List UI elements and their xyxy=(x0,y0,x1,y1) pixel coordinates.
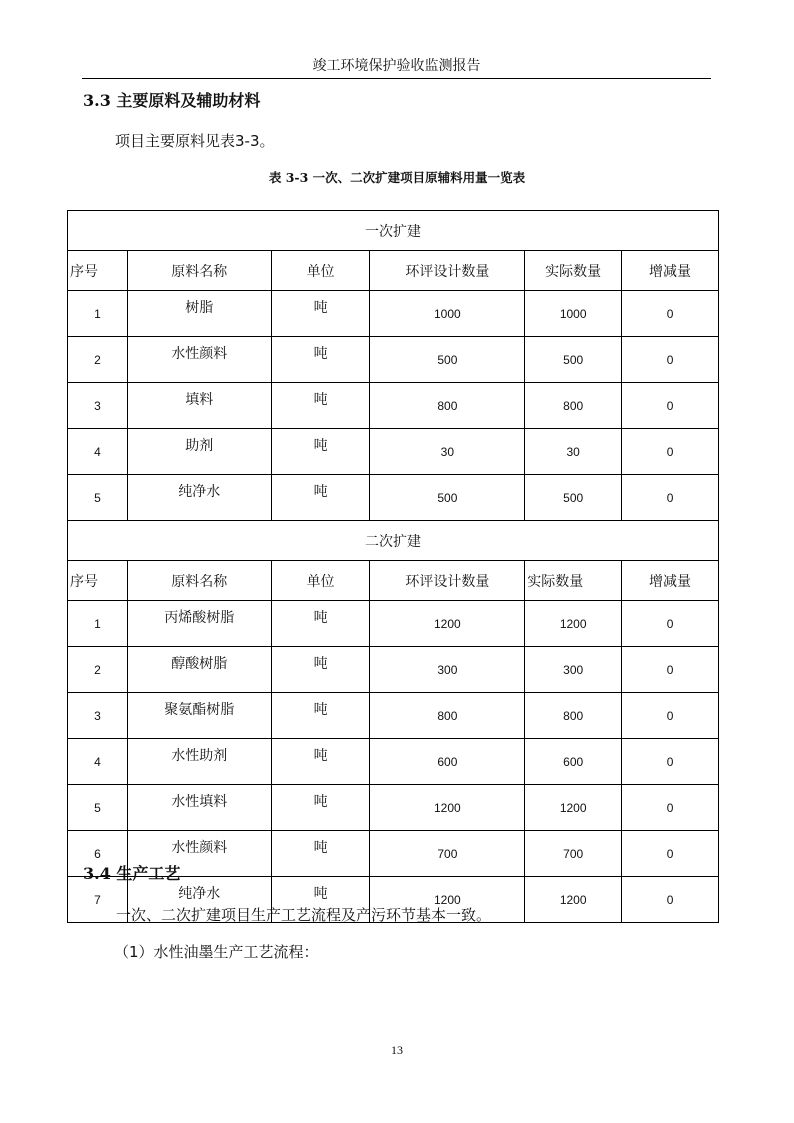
table-cell: 水性颜料 xyxy=(127,337,271,383)
table-cell: 吨 xyxy=(271,475,370,521)
table-row xyxy=(68,337,719,383)
table-cell: 吨 xyxy=(271,291,370,337)
page-number: 13 xyxy=(391,1043,403,1057)
table-cell: 0 xyxy=(622,877,719,923)
intro-paragraph: 项目主要原料见表3-3。 xyxy=(115,132,275,150)
table-cell: 0 xyxy=(622,831,719,877)
column-header: 单位 xyxy=(271,251,370,291)
table-cell: 5 xyxy=(68,785,128,831)
table-cell: 30 xyxy=(525,429,622,475)
table-cell: 500 xyxy=(525,337,622,383)
table-cell: 水性填料 xyxy=(127,785,271,831)
section-heading-3-3: 3.3 主要原料及辅助材料 xyxy=(83,91,261,110)
column-header: 原料名称 xyxy=(127,561,271,601)
table-cell: 纯净水 xyxy=(127,475,271,521)
table-cell: 2 xyxy=(68,337,128,383)
table-cell: 吨 xyxy=(271,739,370,785)
table-cell: 吨 xyxy=(271,831,370,877)
table-cell: 800 xyxy=(370,693,525,739)
table-cell: 6 xyxy=(68,831,128,877)
table-cell: 3 xyxy=(68,383,128,429)
table-cell: 吨 xyxy=(271,429,370,475)
table-cell: 500 xyxy=(370,475,525,521)
table-cell: 0 xyxy=(622,429,719,475)
table-cell: 800 xyxy=(525,383,622,429)
table-cell: 1200 xyxy=(370,601,525,647)
table-cell: 吨 xyxy=(271,693,370,739)
table-cell: 1 xyxy=(68,601,128,647)
table-cell: 500 xyxy=(525,475,622,521)
table-cell: 水性助剂 xyxy=(127,739,271,785)
table-cell: 助剂 xyxy=(127,429,271,475)
table-cell: 7 xyxy=(68,877,128,923)
table-header-row xyxy=(68,561,719,601)
section-heading-3-4: 3.4 生产工艺 xyxy=(83,864,181,883)
materials-table xyxy=(67,210,719,923)
table-cell: 吨 xyxy=(271,877,370,923)
process-subheading: （1）水性油墨生产工艺流程： xyxy=(114,943,319,961)
table-cell: 0 xyxy=(622,337,719,383)
table-cell: 30 xyxy=(370,429,525,475)
table-cell: 吨 xyxy=(271,785,370,831)
table-cell: 700 xyxy=(525,831,622,877)
table-cell: 吨 xyxy=(271,647,370,693)
table-cell: 0 xyxy=(622,693,719,739)
table-cell: 填料 xyxy=(127,383,271,429)
table-cell: 纯净水 xyxy=(127,877,271,923)
column-header: 原料名称 xyxy=(127,251,271,291)
table-cell: 0 xyxy=(622,739,719,785)
table-group-title-row xyxy=(68,521,719,561)
table-cell: 0 xyxy=(622,647,719,693)
table-row xyxy=(68,475,719,521)
table-row xyxy=(68,601,719,647)
table-cell: 1000 xyxy=(525,291,622,337)
page-header: 竣工环境保护验收监测报告 xyxy=(82,56,711,79)
table-cell: 0 xyxy=(622,601,719,647)
group-title: 一次扩建 xyxy=(68,211,719,251)
table-cell: 5 xyxy=(68,475,128,521)
group-title: 二次扩建 xyxy=(68,521,719,561)
table-row xyxy=(68,739,719,785)
table-cell: 4 xyxy=(68,429,128,475)
column-header: 序号 xyxy=(68,561,128,601)
table-cell: 0 xyxy=(622,383,719,429)
table-cell: 0 xyxy=(622,785,719,831)
table-cell: 600 xyxy=(370,739,525,785)
table-group-title-row xyxy=(68,211,719,251)
column-header: 序号 xyxy=(68,251,128,291)
table-cell: 吨 xyxy=(271,337,370,383)
column-header: 增减量 xyxy=(622,561,719,601)
table-cell: 1200 xyxy=(370,877,525,923)
table-cell: 树脂 xyxy=(127,291,271,337)
table-cell: 聚氨酯树脂 xyxy=(127,693,271,739)
table-cell: 4 xyxy=(68,739,128,785)
column-header: 实际数量 xyxy=(525,251,622,291)
column-header: 环评设计数量 xyxy=(370,251,525,291)
process-paragraph: 一次、二次扩建项目生产工艺流程及产污环节基本一致。 xyxy=(116,906,492,924)
table-cell: 1200 xyxy=(525,601,622,647)
table-cell: 0 xyxy=(622,291,719,337)
table-cell: 醇酸树脂 xyxy=(127,647,271,693)
table-cell: 800 xyxy=(370,383,525,429)
table-cell: 800 xyxy=(525,693,622,739)
table-cell: 1200 xyxy=(525,877,622,923)
table-cell: 1 xyxy=(68,291,128,337)
table-row xyxy=(68,383,719,429)
table-cell: 1000 xyxy=(370,291,525,337)
table-cell: 600 xyxy=(525,739,622,785)
table-cell: 500 xyxy=(370,337,525,383)
column-header: 环评设计数量 xyxy=(370,561,525,601)
table-cell: 水性颜料 xyxy=(127,831,271,877)
table-row xyxy=(68,785,719,831)
column-header: 单位 xyxy=(271,561,370,601)
table-cell: 1200 xyxy=(370,785,525,831)
table-cell: 2 xyxy=(68,647,128,693)
table-cell: 3 xyxy=(68,693,128,739)
table-cell: 700 xyxy=(370,831,525,877)
table-cell: 吨 xyxy=(271,601,370,647)
table-row xyxy=(68,291,719,337)
table-cell: 1200 xyxy=(525,785,622,831)
column-header: 实际数量 xyxy=(525,561,622,601)
table-cell: 丙烯酸树脂 xyxy=(127,601,271,647)
table-cell: 吨 xyxy=(271,383,370,429)
table-row xyxy=(68,693,719,739)
column-header: 增减量 xyxy=(622,251,719,291)
table-row xyxy=(68,429,719,475)
table-header-row xyxy=(68,251,719,291)
table-cell: 0 xyxy=(622,475,719,521)
table-row xyxy=(68,647,719,693)
table-cell: 300 xyxy=(525,647,622,693)
table-cell: 300 xyxy=(370,647,525,693)
table-caption: 表 3-3 一次、二次扩建项目原辅料用量一览表 xyxy=(268,170,526,185)
